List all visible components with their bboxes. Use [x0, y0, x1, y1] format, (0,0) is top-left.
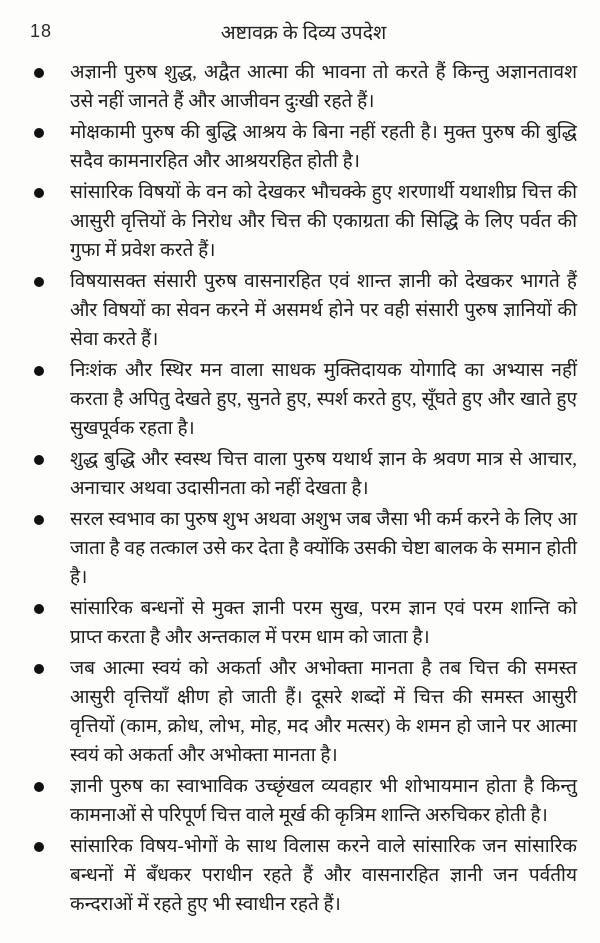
bullet-text: सांसारिक विषयों के वन को देखकर भौचक्के हुए शरणार्थी यथाशीघ्र चित्त की आसुरी वृत्तियों के निरोध और चित्त की एकाग्रता की सिद्धि के लिए पर्वत की गुफा में प्रवेश करते हैं।	[70, 182, 577, 261]
bullet-text: सांसारिक विषय-भोगों के साथ विलास करने वाले सांसारिक जन सांसारिक बन्धनों में बँधकर पराधीन रहते हैं और वासनारहित ज्ञानी जन पर्वतीय कन्दराओं में रहते हुए भी स्वाधीन रहते हैं।	[70, 836, 577, 915]
bullet-icon	[34, 515, 44, 525]
bullet-icon	[34, 366, 44, 376]
bullet-text: जब आत्मा स्वयं को अकर्ता और अभोक्ता मानता है तब चित्त की समस्त आसुरी वृत्तियाँ क्षीण हो जाती हैं। दूसरे शब्दों में चित्त की समस्त आसुरी वृत्तियों (काम, क्रोध, लोभ, मोह, मद और मत्सर) के शमन हो जाने पर आत्मा स्वयं को अकर्ता और अभोक्ता मानता है।	[70, 658, 577, 766]
list-item	[30, 118, 577, 176]
bullet-text: मोक्षकामी पुरुष की बुद्धि आश्रय के बिना नहीं रहती है। मुक्त पुरुष की बुद्धि सदैव कामनारहित और आश्रयरहित होती है।	[70, 122, 577, 172]
list-item	[30, 356, 577, 443]
bullet-text: सांसारिक बन्धनों से मुक्त ज्ञानी परम सुख, परम ज्ञान एवं परम शान्ति को प्राप्त करता है और अन्तकाल में परम धाम को जाता है।	[70, 598, 577, 648]
bullet-text: सरल स्वभाव का पुरुष शुभ अथवा अशुभ जब जैसा भी कर्म करने के लिए आ जाता है वह तत्काल उसे कर देता है क्योंकि उसकी चेष्टा बालक के समान होती है।	[70, 509, 577, 588]
list-item	[30, 505, 577, 592]
page-header	[30, 18, 577, 50]
bullet-text: शुद्ध बुद्धि और स्वस्थ चित्त वाला पुरुष यथार्थ ज्ञान के श्रवण मात्र से आचार, अनाचार अथवा उदासीनता को नहीं देखता है।	[70, 449, 577, 499]
bullet-icon	[34, 842, 44, 852]
bullet-icon	[34, 188, 44, 198]
list-item	[30, 445, 577, 503]
bullet-text: निःशंक और स्थिर मन वाला साधक मुक्तिदायक योगादि का अभ्यास नहीं करता है अपितु देखते हुए, सुनते हुए, स्पर्श करते हुए, सूँघते हुए और खाते हुए सुखपूर्वक रहता है।	[70, 360, 577, 439]
list-item	[30, 58, 577, 116]
bullet-icon	[34, 782, 44, 792]
list-item	[30, 178, 577, 265]
bullet-icon	[34, 68, 44, 78]
list-item	[30, 654, 577, 770]
page-title: अष्टावक्र के दिव्य उपदेश	[220, 23, 387, 44]
bullet-icon	[34, 128, 44, 138]
bullet-text: ज्ञानी पुरुष का स्वाभाविक उच्छृंखल व्यवहार भी शोभायमान होता है किन्तु कामनाओं से परिपूर्ण चित्त वाले मूर्ख की कृत्रिम शान्ति अरुचिकर होती है।	[70, 776, 577, 826]
bullet-icon	[34, 455, 44, 465]
list-item	[30, 772, 577, 830]
bullet-text: विषयासक्त संसारी पुरुष वासनारहित एवं शान्त ज्ञानी को देखकर भागते हैं और विषयों का सेवन करने में असमर्थ होने पर वही संसारी पुरुष ज्ञानियों की सेवा करते हैं।	[70, 271, 577, 350]
list-item	[30, 594, 577, 652]
bullet-icon	[34, 277, 44, 287]
list-item	[30, 267, 577, 354]
bullet-icon	[34, 664, 44, 674]
page-number: 18	[30, 21, 53, 41]
list-item	[30, 832, 577, 919]
bullet-list	[30, 58, 577, 919]
bullet-icon	[34, 604, 44, 614]
bullet-text: अज्ञानी पुरुष शुद्ध, अद्वैत आत्मा की भावना तो करते हैं किन्तु अज्ञानतावश उसे नहीं जानते हैं और आजीवन दुःखी रहते हैं।	[70, 62, 577, 112]
